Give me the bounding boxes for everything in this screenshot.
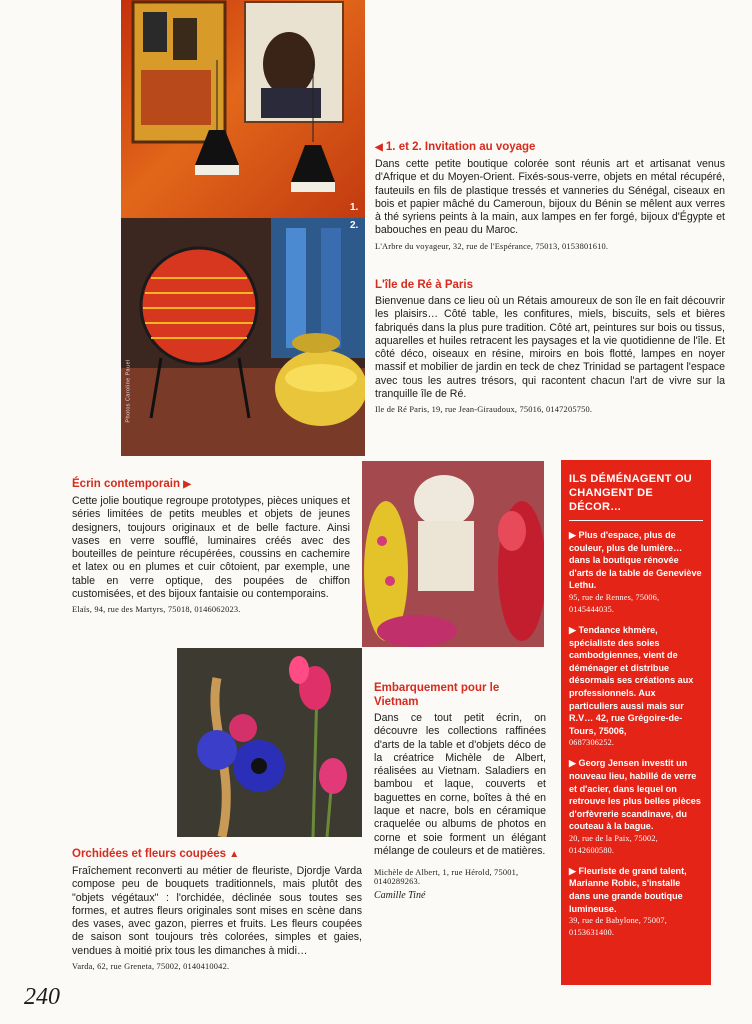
section-body: Bienvenue dans ce lieu où un Rétais amoureux de son île en fait découvrir les plaisirs… Côté table, les confitures, miels, biscuits, sels et bières fabriqués dans la plus pure tradition. Côté art, peintures sur bois ou tissus, aquarelles et huiles retracent les paysages et la vie quotidienne de l'île. Et côté déco, oiseaux en résine, miroirs en bois flotté, lampes en noyer massif et mobilier de jardin en teck de chez Trinidad se partagent l'espace avec tous les autres trésors, qui racontent chacun l'art de vivre sur la tranquille île de Ré.	[375, 295, 725, 401]
sidebar-item-address: 0687306252.	[569, 738, 615, 748]
triangle-right-icon: ▶	[569, 758, 576, 769]
section-heading	[72, 477, 350, 492]
photo-label-1: 1.	[350, 202, 359, 213]
section-heading: L'île de Ré à Paris	[375, 279, 473, 291]
triangle-left-icon: ◀	[375, 142, 383, 153]
section-address: Varda, 62, rue Greneta, 75002, 0140410042.	[72, 962, 230, 972]
section-ile-de-re	[375, 278, 725, 414]
author-signature: Camille Tiné	[374, 890, 426, 902]
photo-shop-lamps	[121, 0, 365, 218]
photo-rag-dolls	[362, 461, 544, 647]
sidebar-item-jensen	[561, 749, 711, 857]
photo-woven-chair	[121, 218, 365, 456]
section-body: Dans cette petite boutique colorée sont réunis art et artisanat venus d'Afrique et du Moyen-Orient. Fixés-sous-verre, objets en métal récupéré, fauteuils en fils de plastique tressés et vanneries du Sénégal, ciseaux en bois et papier mâché du Cameroun, bijoux du Bénin se mêlent aux verres à thé syriens peints à la main, aux lampes en fer forgé, bijoux d'Égypte et babouches en peau du Maroc.	[375, 158, 725, 237]
triangle-right-icon: ▶	[569, 865, 576, 876]
sidebar-item-robic	[561, 857, 711, 939]
section-body: Dans ce tout petit écrin, on découvre les collections raffinées d'arts de la table et d'objets déco de la créatrice Michèle de Albert, réalisées au Vietnam. Saladiers en bambou et laque, couverts et baguettes en corne, boîtes à thé en laque et nacre, bols en céramique craquelée ou albums de photos en corne et soie forment un élégant mélange de couleurs et de matières.	[374, 712, 546, 857]
section-heading: Embarquement pour le Vietnam	[374, 682, 500, 708]
sidebar-item-text: Georg Jensen investit un nouveau lieu, habillé de verre et d'acier, dans lequel on retrouve les plus belles pièces d'orfèvrerie scandinave, du couteau à la bague.	[569, 758, 701, 832]
section-ecrin-contemporain	[72, 477, 350, 614]
heading-text: Orchidées et fleurs coupées	[72, 848, 227, 860]
sidebar-item-address: 39, rue de Babylone, 75007, 0153631400.	[569, 916, 667, 938]
sidebar-title: ILS DÉMÉNAGENT OU CHANGENT DE DÉCOR…	[569, 473, 693, 513]
heading-text: Écrin contemporain	[72, 478, 180, 490]
section-orchidees	[72, 847, 362, 971]
sidebar-item-text: Plus d'espace, plus de couleur, plus de lumière… dans la boutique rénovée d'arts de la table de Geneviève Lethu.	[569, 530, 702, 591]
section-address: Ile de Ré Paris, 19, rue Jean-Giraudoux, 75016, 0147205750.	[375, 405, 593, 415]
section-heading	[72, 847, 362, 862]
triangle-right-icon: ▶	[569, 530, 576, 540]
section-address: L'Arbre du voyageur, 32, rue de l'Espérance, 75013, 0153801610.	[375, 241, 609, 251]
triangle-right-icon: ▶	[183, 479, 191, 490]
section-heading	[375, 140, 725, 155]
sidebar-item-lethu	[561, 521, 711, 616]
sidebar-item-address: 20, rue de la Paix, 75002, 0142600580.	[569, 833, 658, 855]
triangle-right-icon: ▶	[569, 624, 576, 635]
section-address: Michèle de Albert, 1, rue Hérold, 75001, 0140289263.	[374, 868, 519, 887]
triangle-up-icon: ▲	[229, 849, 240, 860]
photo-label-2: 2.	[350, 220, 359, 231]
sidebar-item-address: 95, rue de Rennes, 75006, 0145444035.	[569, 592, 660, 614]
page-number: 240	[24, 984, 60, 1010]
section-invitation-voyage	[375, 140, 725, 251]
section-body: Fraîchement reconverti au métier de fleuriste, Djordje Varda compose peu de bouquets traditionnels, mais plutôt des "objets végétaux" : l'orchidée, déclinée sous toutes ses formes, et autres fleurs originales sont mises en scène dans des vases, avec gazon, pierres et fruits. Les fleurs coupées de saison sont toujours très colorées, simples et gaies, vendues à moitié prix tous les dimanches à midi…	[72, 865, 362, 957]
sidebar-item-text: Fleuriste de grand talent, Marianne Robic, s'installe dans une grande boutique lumineuse.	[569, 865, 687, 914]
photo-credit: Photos Caroline Pauel	[125, 359, 132, 423]
section-address: Elaïs, 94, rue des Martyrs, 75018, 0146062023.	[72, 605, 241, 615]
photo-flowers	[177, 648, 362, 837]
section-body: Cette jolie boutique regroupe prototypes, pièces uniques et séries limitées de petits meubles et objets de jeunes designers, toujours originaux et de belle facture. Ainsi vases en verre soufflé, luminaires créés avec des bouteilles de peinture récupérées, coussins en cachemire et latex ou en plumes et cuir côtoient, par exemple, une table en verre optique, des poupées de chiffon customisées, et des bijoux fantaisie ou contemporains.	[72, 495, 350, 601]
section-embarquement-vietnam	[374, 681, 546, 901]
sidebar-moving-shops	[561, 460, 711, 985]
sidebar-item-text: Tendance khmère, spécialiste des soies cambodgiennes, vient de déménager et distribue désormais ses créations aux professionnels. Aux particuliers aussi mais sur R.V… 42, rue Grégoire-de-Tours, 75006,	[569, 624, 694, 736]
heading-text: 1. et 2. Invitation au voyage	[385, 141, 536, 153]
sidebar-item-khmere	[561, 616, 711, 749]
